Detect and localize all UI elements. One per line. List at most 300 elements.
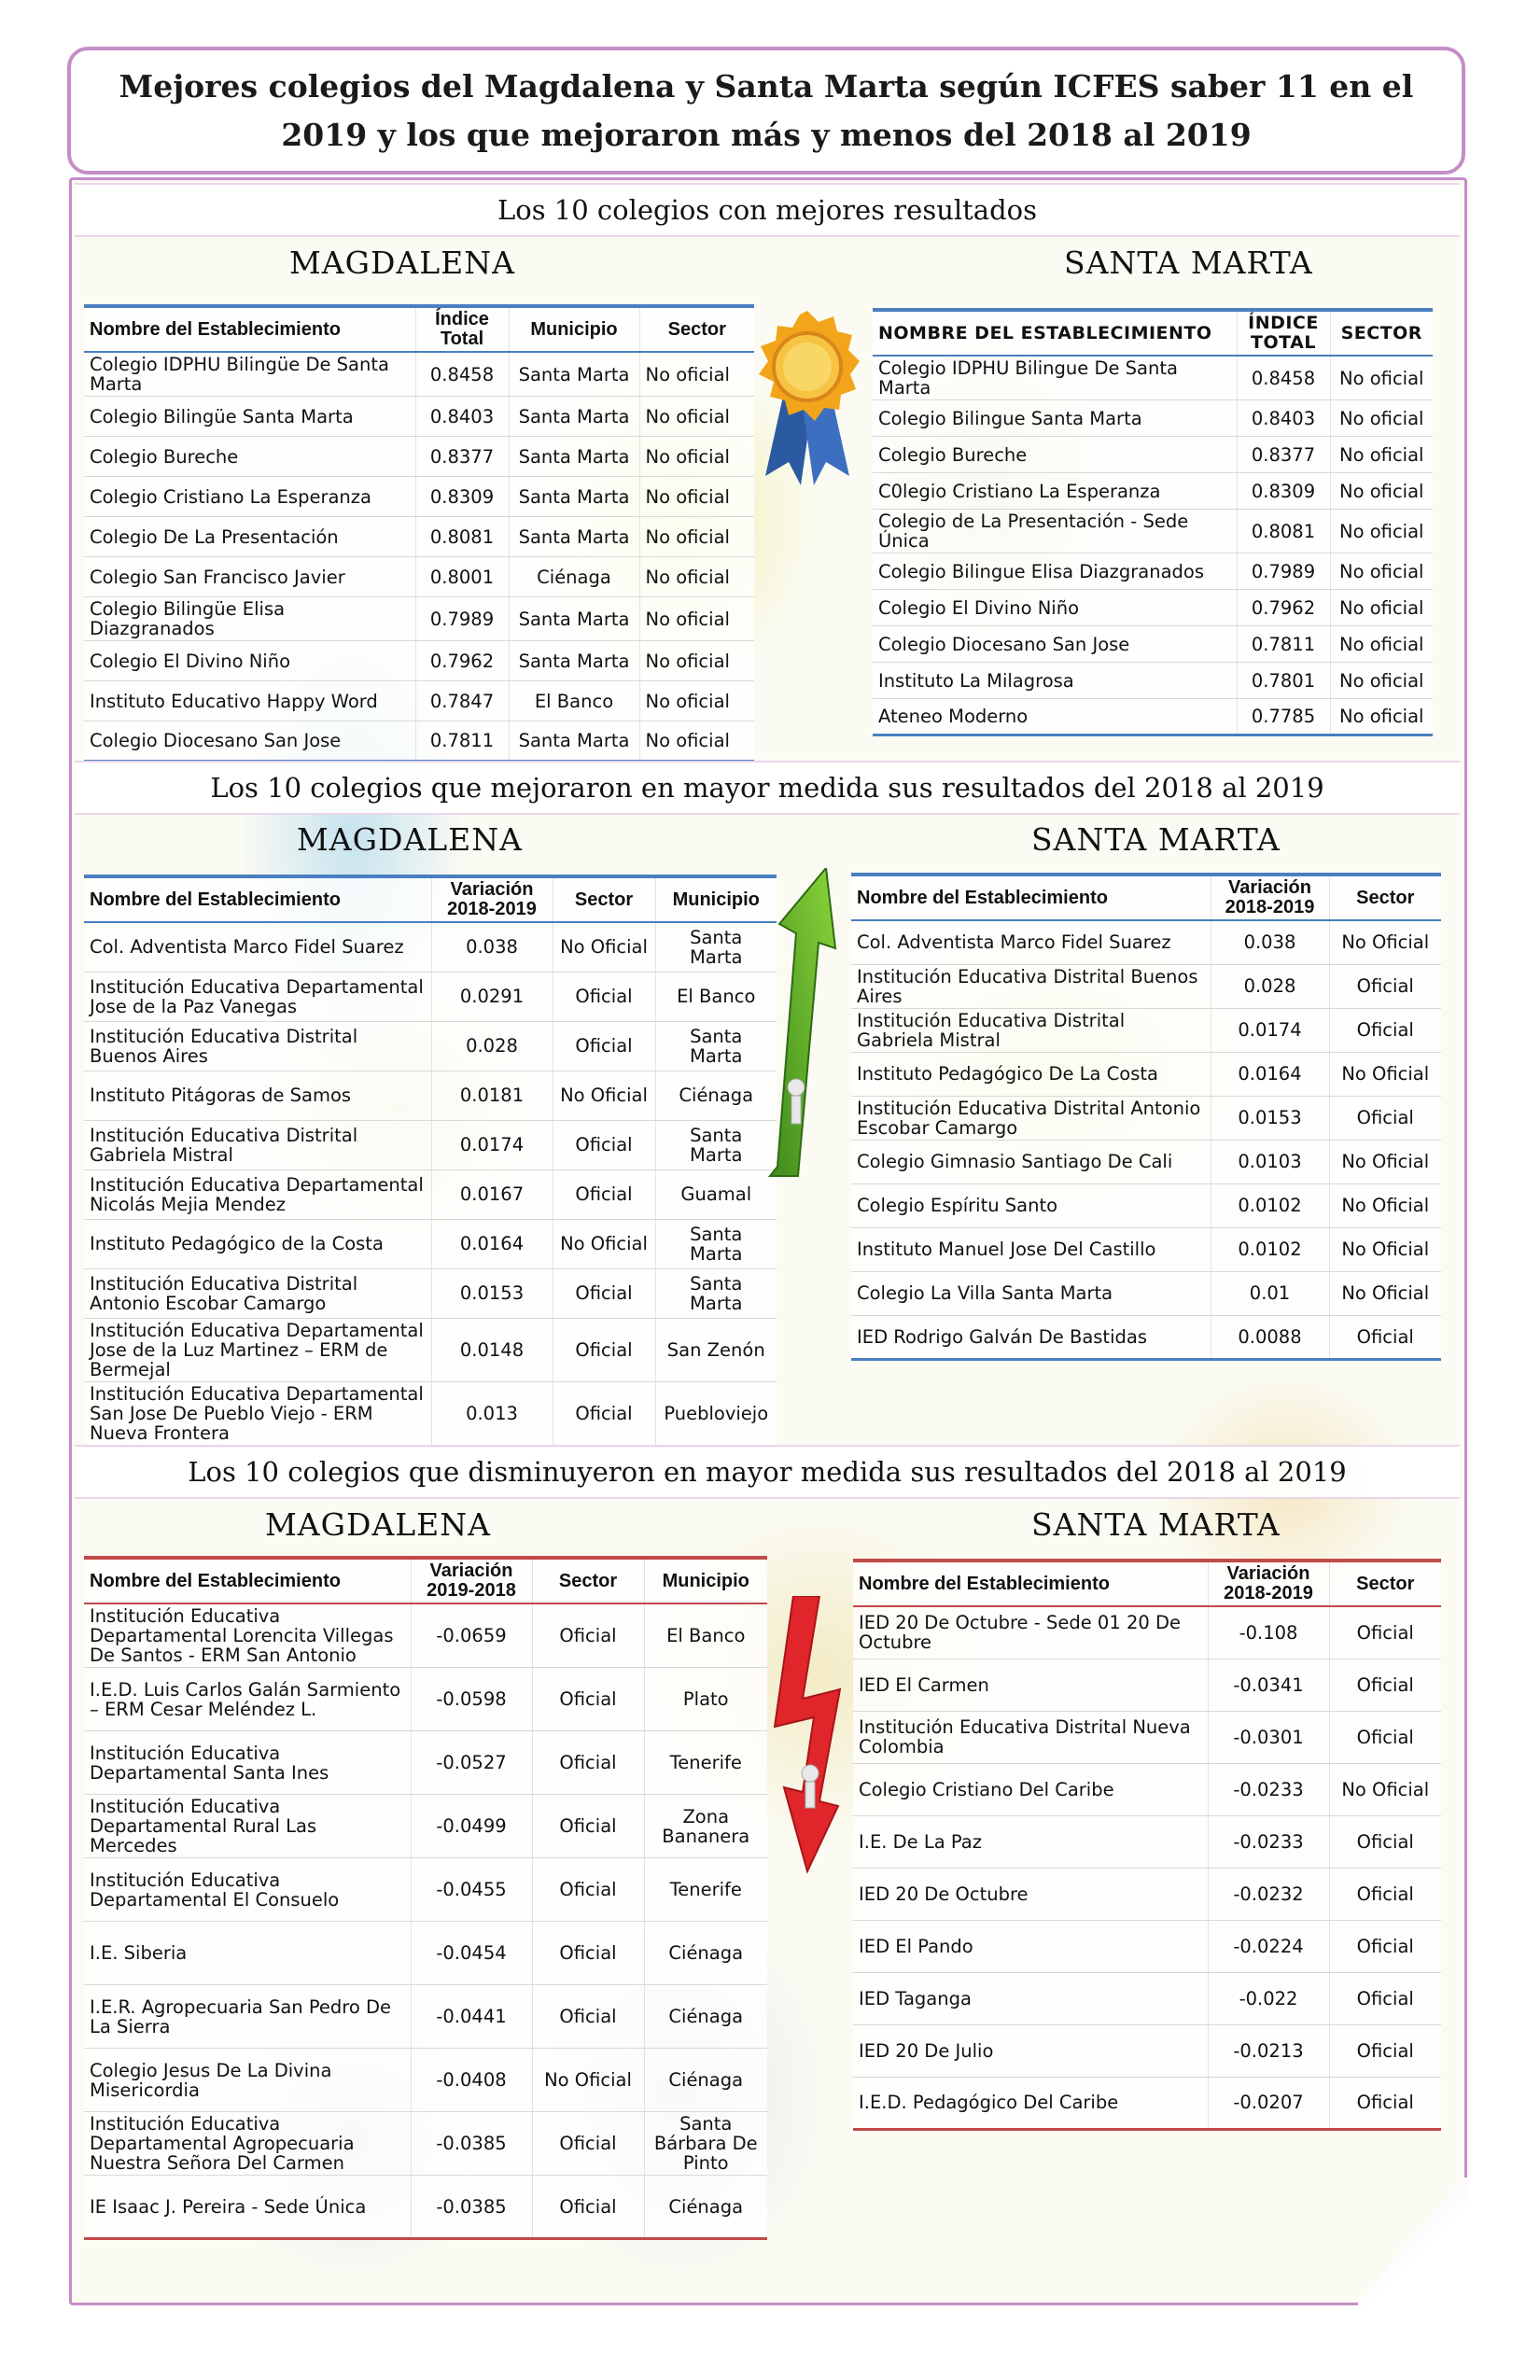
table-cell: -0.0408 — [411, 2049, 532, 2112]
table-cell: Ciénaga — [509, 557, 639, 597]
table-cell: El Banco — [509, 681, 639, 721]
table-cell: No Oficial — [1329, 1271, 1441, 1315]
table-cell: El Banco — [644, 1603, 767, 1668]
table-cell: Oficial — [553, 1381, 655, 1446]
school-name-cell: IED 20 De Julio — [853, 2024, 1208, 2077]
table-cell: No Oficial — [1329, 1183, 1441, 1227]
school-name-cell: Colegio Bilingüe Santa Marta — [84, 397, 415, 437]
table-cell: No Oficial — [1329, 1052, 1441, 1096]
table-cell: Oficial — [1329, 1815, 1441, 1868]
table-cell: No oficial — [1330, 356, 1433, 400]
table-improved-santa-marta — [851, 873, 1441, 1361]
table-row — [851, 1096, 1441, 1140]
table-cell: Oficial — [1329, 1096, 1441, 1140]
table-row — [84, 1603, 767, 1668]
table-row — [84, 2112, 767, 2176]
table-row — [853, 1920, 1441, 1972]
table-row — [853, 1763, 1441, 1815]
table-row — [853, 1868, 1441, 1920]
school-name-cell: Colegio San Francisco Javier — [84, 557, 415, 597]
table-cell: Santa Marta — [509, 597, 639, 641]
school-name-cell: I.E.R. Agropecuaria San Pedro De La Sierra — [84, 1985, 411, 2049]
table-row — [853, 2077, 1441, 2129]
school-name-cell: I.E.D. Pedagógico Del Caribe — [853, 2077, 1208, 2129]
table-cell: 0.0164 — [1211, 1052, 1329, 1096]
column-header: NOMBRE DEL ESTABLECIMIENTO — [873, 310, 1237, 356]
table-cell: 0.8403 — [415, 397, 509, 437]
table-cell: 0.7989 — [415, 597, 509, 641]
table-row — [84, 1922, 767, 1985]
school-name-cell: Colegio Bilingue Elisa Diazgranados — [873, 553, 1237, 590]
table-cell: No oficial — [639, 517, 754, 557]
table-cell: Oficial — [532, 1795, 644, 1858]
table-cell: Oficial — [1329, 2024, 1441, 2077]
section-heading-improved: Los 10 colegios que mejoraron en mayor medida sus resultados del 2018 al 2019 — [75, 761, 1460, 815]
table-row — [84, 1219, 777, 1268]
table-cell: Oficial — [1329, 1315, 1441, 1359]
table-cell: Oficial — [553, 972, 655, 1021]
region-label-santa-marta-best: SANTA MARTA — [1064, 245, 1313, 281]
table-cell: -0.0441 — [411, 1985, 532, 2049]
school-name-cell: Institución Educativa Departamental Jose de la Luz Martinez – ERM de Bermejal — [84, 1318, 431, 1381]
title-box — [67, 47, 1465, 175]
table-row — [851, 1271, 1441, 1315]
school-name-cell: Instituto Pedagógico de la Costa — [84, 1219, 431, 1268]
column-header: Nombre del Establecimiento — [853, 1561, 1208, 1606]
table-cell: No oficial — [1330, 510, 1433, 553]
table-row — [84, 1985, 767, 2049]
school-name-cell: Institución Educativa Distrital Buenos Aires — [851, 964, 1211, 1008]
table-cell: Oficial — [1329, 1972, 1441, 2024]
section-heading-decreased: Los 10 colegios que disminuyeron en mayor medida sus resultados del 2018 al 2019 — [75, 1445, 1460, 1499]
table-cell: 0.7801 — [1237, 663, 1330, 699]
table-cell: Oficial — [532, 1858, 644, 1922]
table-cell: No oficial — [639, 597, 754, 641]
school-name-cell: Colegio Bilingüe Elisa Diazgranados — [84, 597, 415, 641]
table-cell: No Oficial — [553, 922, 655, 972]
table-row — [851, 964, 1441, 1008]
table-cell: Santa Marta — [655, 1219, 777, 1268]
column-header: Municipio — [509, 306, 639, 352]
table-row — [84, 477, 754, 517]
column-header: Variación 2018-2019 — [1208, 1561, 1329, 1606]
table-cell: Santa Marta — [509, 517, 639, 557]
table-cell: -0.022 — [1208, 1972, 1329, 2024]
table-cell: 0.8309 — [1237, 473, 1330, 510]
table-cell: Oficial — [553, 1021, 655, 1071]
table-row — [873, 626, 1433, 663]
school-name-cell: Institución Educativa Distrital Buenos Aires — [84, 1021, 431, 1071]
school-name-cell: Col. Adventista Marco Fidel Suarez — [851, 920, 1211, 964]
table-header-row — [84, 306, 754, 352]
school-name-cell: Institución Educativa Departamental Jose de la Paz Vanegas — [84, 972, 431, 1021]
table-cell: San Zenón — [655, 1318, 777, 1381]
column-header: Sector — [532, 1558, 644, 1603]
table-cell: -0.0207 — [1208, 2077, 1329, 2129]
school-name-cell: I.E. Siberia — [84, 1922, 411, 1985]
column-header: Variación 2019-2018 — [411, 1558, 532, 1603]
school-name-cell: Colegio Cristiano La Esperanza — [84, 477, 415, 517]
medal-icon — [747, 303, 868, 490]
column-header: Municipio — [644, 1558, 767, 1603]
table-row — [84, 1071, 777, 1120]
table-cell: No oficial — [1330, 663, 1433, 699]
table-best-santa-marta — [873, 308, 1433, 736]
table-row — [84, 397, 754, 437]
table-improved-magdalena — [84, 875, 777, 1448]
school-name-cell: IED Taganga — [853, 1972, 1208, 2024]
school-name-cell: IED Rodrigo Galván De Bastidas — [851, 1315, 1211, 1359]
column-header: ÍNDICE TOTAL — [1237, 310, 1330, 356]
school-name-cell: IED El Pando — [853, 1920, 1208, 1972]
table-cell: Santa Marta — [509, 437, 639, 477]
table-cell: -0.0301 — [1208, 1711, 1329, 1763]
table-cell: 0.7811 — [415, 721, 509, 762]
table-cell: Oficial — [532, 1922, 644, 1985]
table-cell: Puebloviejo — [655, 1381, 777, 1446]
table-cell: Plato — [644, 1668, 767, 1731]
school-name-cell: Instituto La Milagrosa — [873, 663, 1237, 699]
table-cell: Oficial — [532, 1731, 644, 1795]
table-cell: 0.0174 — [431, 1120, 553, 1169]
table-row — [84, 721, 754, 762]
table-cell: Oficial — [553, 1169, 655, 1219]
table-row — [84, 597, 754, 641]
table-cell: -0.0385 — [411, 2112, 532, 2176]
table-cell: 0.028 — [1211, 964, 1329, 1008]
table-cell: -0.0527 — [411, 1731, 532, 1795]
school-name-cell: I.E.D. Luis Carlos Galán Sarmiento – ERM Cesar Meléndez L. — [84, 1668, 411, 1731]
table-cell: -0.0454 — [411, 1922, 532, 1985]
table-cell: 0.8081 — [1237, 510, 1330, 553]
table-cell: Tenerife — [644, 1858, 767, 1922]
school-name-cell: Institución Educativa Distrital Gabriela Mistral — [851, 1008, 1211, 1052]
table-row — [851, 1140, 1441, 1183]
table-decreased-santa-marta — [853, 1559, 1441, 2131]
table-cell: Santa Marta — [509, 641, 639, 681]
table-row — [84, 1731, 767, 1795]
table-cell: No oficial — [1330, 553, 1433, 590]
region-label-magdalena-improved: MAGDALENA — [297, 821, 523, 858]
table-cell: 0.0181 — [431, 1071, 553, 1120]
school-name-cell: Institución Educativa Distrital Nueva Colombia — [853, 1711, 1208, 1763]
table-cell: 0.8081 — [415, 517, 509, 557]
table-cell: Guamal — [655, 1169, 777, 1219]
page-curl-corner — [1355, 2175, 1467, 2305]
table-cell: 0.7962 — [1237, 590, 1330, 626]
table-cell: -0.0224 — [1208, 1920, 1329, 1972]
table-cell: -0.0232 — [1208, 1868, 1329, 1920]
table-cell: -0.0341 — [1208, 1659, 1329, 1711]
table-row — [853, 1659, 1441, 1711]
table-cell: No oficial — [639, 352, 754, 397]
table-cell: Santa Marta — [655, 1021, 777, 1071]
school-name-cell: Institución Educativa Departamental Santa Ines — [84, 1731, 411, 1795]
table-cell: No oficial — [639, 721, 754, 762]
table-cell: 0.8458 — [1237, 356, 1330, 400]
school-name-cell: Colegio Bureche — [873, 437, 1237, 473]
school-name-cell: Colegio IDPHU Bilingue De Santa Marta — [873, 356, 1237, 400]
table-cell: Zona Bananera — [644, 1795, 767, 1858]
table-cell: No oficial — [1330, 590, 1433, 626]
table-cell: Oficial — [1329, 964, 1441, 1008]
table-cell: No oficial — [1330, 473, 1433, 510]
table-header-row — [853, 1561, 1441, 1606]
school-name-cell: Colegio Diocesano San Jose — [84, 721, 415, 762]
table-best-magdalena — [84, 304, 754, 763]
table-cell: Santa Marta — [509, 352, 639, 397]
school-name-cell: Colegio Espíritu Santo — [851, 1183, 1211, 1227]
table-row — [84, 641, 754, 681]
table-row — [853, 1711, 1441, 1763]
table-cell: Tenerife — [644, 1731, 767, 1795]
school-name-cell: Colegio Gimnasio Santiago De Cali — [851, 1140, 1211, 1183]
table-cell: No oficial — [1330, 699, 1433, 735]
table-row — [84, 437, 754, 477]
school-name-cell: Institución Educativa Distrital Antonio Escobar Camargo — [851, 1096, 1211, 1140]
table-row — [873, 473, 1433, 510]
region-label-magdalena-best: MAGDALENA — [289, 245, 515, 281]
table-row — [853, 1815, 1441, 1868]
school-name-cell: Colegio Jesus De La Divina Misericordia — [84, 2049, 411, 2112]
school-name-cell: C0legio Cristiano La Esperanza — [873, 473, 1237, 510]
school-name-cell: Institución Educativa Departamental Agropecuaria Nuestra Señora Del Carmen — [84, 2112, 411, 2176]
table-cell: 0.7962 — [415, 641, 509, 681]
school-name-cell: Institución Educativa Departamental Nicolás Mejia Mendez — [84, 1169, 431, 1219]
school-name-cell: IED El Carmen — [853, 1659, 1208, 1711]
school-name-cell: Colegio IDPHU Bilingüe De Santa Marta — [84, 352, 415, 397]
table-cell: 0.7847 — [415, 681, 509, 721]
table-row — [851, 1008, 1441, 1052]
table-cell: Oficial — [1329, 1920, 1441, 1972]
table-cell: Oficial — [532, 1668, 644, 1731]
school-name-cell: IE Isaac J. Pereira - Sede Única — [84, 2176, 411, 2239]
table-row — [84, 2049, 767, 2112]
table-cell: -0.108 — [1208, 1606, 1329, 1659]
table-cell: 0.7811 — [1237, 626, 1330, 663]
table-row — [873, 400, 1433, 437]
table-cell: No Oficial — [1329, 1227, 1441, 1271]
table-cell: No Oficial — [1329, 920, 1441, 964]
school-name-cell: IED 20 De Octubre — [853, 1868, 1208, 1920]
column-header: Sector — [1329, 875, 1441, 920]
table-cell: Ciénaga — [644, 2049, 767, 2112]
school-name-cell: Instituto Educativo Happy Word — [84, 681, 415, 721]
table-row — [84, 352, 754, 397]
table-row — [851, 1183, 1441, 1227]
table-cell: No oficial — [639, 437, 754, 477]
table-cell: 0.8377 — [1237, 437, 1330, 473]
school-name-cell: Col. Adventista Marco Fidel Suarez — [84, 922, 431, 972]
page-title: Mejores colegios del Magdalena y Santa Marta según ICFES saber 11 en el 2019 y los que mejoraron más y menos del 2018 al 2019 — [119, 67, 1414, 153]
table-row — [84, 972, 777, 1021]
region-label-santa-marta-decreased: SANTA MARTA — [1031, 1506, 1281, 1543]
school-name-cell: Colegio De La Presentación — [84, 517, 415, 557]
table-row — [873, 699, 1433, 735]
table-row — [84, 517, 754, 557]
table-cell: Santa Marta — [509, 721, 639, 762]
column-header: Sector — [553, 876, 655, 922]
table-header-row — [851, 875, 1441, 920]
table-cell: 0.0153 — [431, 1268, 553, 1318]
table-row — [84, 1795, 767, 1858]
table-row — [853, 1972, 1441, 2024]
school-name-cell: Ateneo Moderno — [873, 699, 1237, 735]
table-cell: No Oficial — [553, 1071, 655, 1120]
table-cell: 0.7785 — [1237, 699, 1330, 735]
table-cell: Oficial — [1329, 2077, 1441, 2129]
school-name-cell: IED 20 De Octubre - Sede 01 20 De Octubre — [853, 1606, 1208, 1659]
table-row — [84, 681, 754, 721]
table-cell: Santa Marta — [655, 1268, 777, 1318]
table-row — [873, 356, 1433, 400]
table-cell: Oficial — [553, 1318, 655, 1381]
table-cell: No oficial — [1330, 437, 1433, 473]
table-cell: -0.0233 — [1208, 1763, 1329, 1815]
column-header: Variación 2018-2019 — [431, 876, 553, 922]
table-cell: 0.0103 — [1211, 1140, 1329, 1183]
table-cell: Ciénaga — [655, 1071, 777, 1120]
column-header: Nombre del Establecimiento — [84, 306, 415, 352]
table-decreased-magdalena — [84, 1556, 767, 2240]
column-header: Variación 2018-2019 — [1211, 875, 1329, 920]
table-header-row — [84, 1558, 767, 1603]
table-cell: Oficial — [532, 2112, 644, 2176]
table-cell: 0.8001 — [415, 557, 509, 597]
table-row — [873, 553, 1433, 590]
table-cell: No oficial — [639, 681, 754, 721]
table-row — [873, 590, 1433, 626]
table-row — [853, 2024, 1441, 2077]
column-header: Nombre del Establecimiento — [851, 875, 1211, 920]
table-cell: -0.0385 — [411, 2176, 532, 2239]
table-cell: 0.0102 — [1211, 1227, 1329, 1271]
school-name-cell: Institución Educativa Distrital Antonio Escobar Camargo — [84, 1268, 431, 1318]
table-cell: -0.0659 — [411, 1603, 532, 1668]
table-row — [851, 1227, 1441, 1271]
column-header: Municipio — [655, 876, 777, 922]
school-name-cell: Colegio Bilingue Santa Marta — [873, 400, 1237, 437]
table-row — [853, 1606, 1441, 1659]
school-name-cell: Instituto Manuel Jose Del Castillo — [851, 1227, 1211, 1271]
table-row — [84, 1120, 777, 1169]
table-row — [84, 1318, 777, 1381]
table-cell: No oficial — [1330, 626, 1433, 663]
table-row — [84, 1668, 767, 1731]
table-cell: No oficial — [639, 477, 754, 517]
table-cell: Santa Marta — [509, 397, 639, 437]
school-name-cell: Instituto Pitágoras de Samos — [84, 1071, 431, 1120]
school-name-cell: Institución Educativa Departamental Lorencita Villegas De Santos - ERM San Antonio — [84, 1603, 411, 1668]
school-name-cell: Colegio El Divino Niño — [873, 590, 1237, 626]
table-cell: Oficial — [553, 1268, 655, 1318]
table-cell: 0.7989 — [1237, 553, 1330, 590]
table-cell: Santa Marta — [655, 922, 777, 972]
table-cell: 0.0102 — [1211, 1183, 1329, 1227]
table-cell: No oficial — [639, 397, 754, 437]
table-cell: Santa Bárbara De Pinto — [644, 2112, 767, 2176]
table-cell: Oficial — [1329, 1008, 1441, 1052]
table-row — [84, 1021, 777, 1071]
table-cell: Oficial — [1329, 1868, 1441, 1920]
table-cell: 0.038 — [1211, 920, 1329, 964]
table-cell: 0.038 — [431, 922, 553, 972]
column-header: SECTOR — [1330, 310, 1433, 356]
table-cell: -0.0455 — [411, 1858, 532, 1922]
table-cell: No oficial — [639, 641, 754, 681]
table-cell: 0.0153 — [1211, 1096, 1329, 1140]
column-header: Nombre del Establecimiento — [84, 876, 431, 922]
table-row — [873, 437, 1433, 473]
school-name-cell: Colegio Cristiano Del Caribe — [853, 1763, 1208, 1815]
table-header-row — [84, 876, 777, 922]
table-cell: -0.0213 — [1208, 2024, 1329, 2077]
school-name-cell: Institución Educativa Departamental San Jose De Pueblo Viejo - ERM Nueva Frontera — [84, 1381, 431, 1446]
table-cell: Oficial — [532, 2176, 644, 2239]
table-row — [84, 1268, 777, 1318]
table-cell: Santa Marta — [655, 1120, 777, 1169]
table-cell: 0.013 — [431, 1381, 553, 1446]
column-header: Sector — [1329, 1561, 1441, 1606]
region-label-santa-marta-improved: SANTA MARTA — [1031, 821, 1281, 858]
table-cell: No oficial — [639, 557, 754, 597]
table-row — [84, 922, 777, 972]
table-cell: -0.0233 — [1208, 1815, 1329, 1868]
table-cell: -0.0499 — [411, 1795, 532, 1858]
table-cell: El Banco — [655, 972, 777, 1021]
table-cell: Ciénaga — [644, 1985, 767, 2049]
table-cell: 0.8377 — [415, 437, 509, 477]
table-cell: 0.01 — [1211, 1271, 1329, 1315]
table-cell: No Oficial — [1329, 1140, 1441, 1183]
table-cell: No Oficial — [532, 2049, 644, 2112]
table-cell: Oficial — [532, 1985, 644, 2049]
table-cell: 0.0088 — [1211, 1315, 1329, 1359]
school-name-cell: Instituto Pedagógico De La Costa — [851, 1052, 1211, 1096]
table-cell: 0.8309 — [415, 477, 509, 517]
table-row — [84, 1169, 777, 1219]
table-cell: Oficial — [1329, 1606, 1441, 1659]
table-cell: Santa Marta — [509, 477, 639, 517]
school-name-cell: Institución Educativa Distrital Gabriela Mistral — [84, 1120, 431, 1169]
table-cell: Oficial — [1329, 1659, 1441, 1711]
column-header: Nombre del Establecimiento — [84, 1558, 411, 1603]
table-row — [84, 557, 754, 597]
table-cell: 0.0291 — [431, 972, 553, 1021]
table-cell: 0.0174 — [1211, 1008, 1329, 1052]
table-cell: Ciénaga — [644, 2176, 767, 2239]
table-row — [851, 1052, 1441, 1096]
table-cell: -0.0598 — [411, 1668, 532, 1731]
table-cell: Oficial — [1329, 1711, 1441, 1763]
table-header-row — [873, 310, 1433, 356]
table-row — [873, 510, 1433, 553]
school-name-cell: Institución Educativa Departamental El Consuelo — [84, 1858, 411, 1922]
table-cell: No oficial — [1330, 400, 1433, 437]
table-cell: 0.8403 — [1237, 400, 1330, 437]
table-row — [873, 663, 1433, 699]
table-row — [84, 1381, 777, 1446]
table-row — [851, 1315, 1441, 1359]
table-row — [84, 1858, 767, 1922]
column-header: Sector — [639, 306, 754, 352]
school-name-cell: Colegio Bureche — [84, 437, 415, 477]
school-name-cell: Colegio Diocesano San Jose — [873, 626, 1237, 663]
table-cell: 0.0164 — [431, 1219, 553, 1268]
table-cell: No Oficial — [1329, 1763, 1441, 1815]
table-cell: 0.0167 — [431, 1169, 553, 1219]
table-row — [851, 920, 1441, 964]
